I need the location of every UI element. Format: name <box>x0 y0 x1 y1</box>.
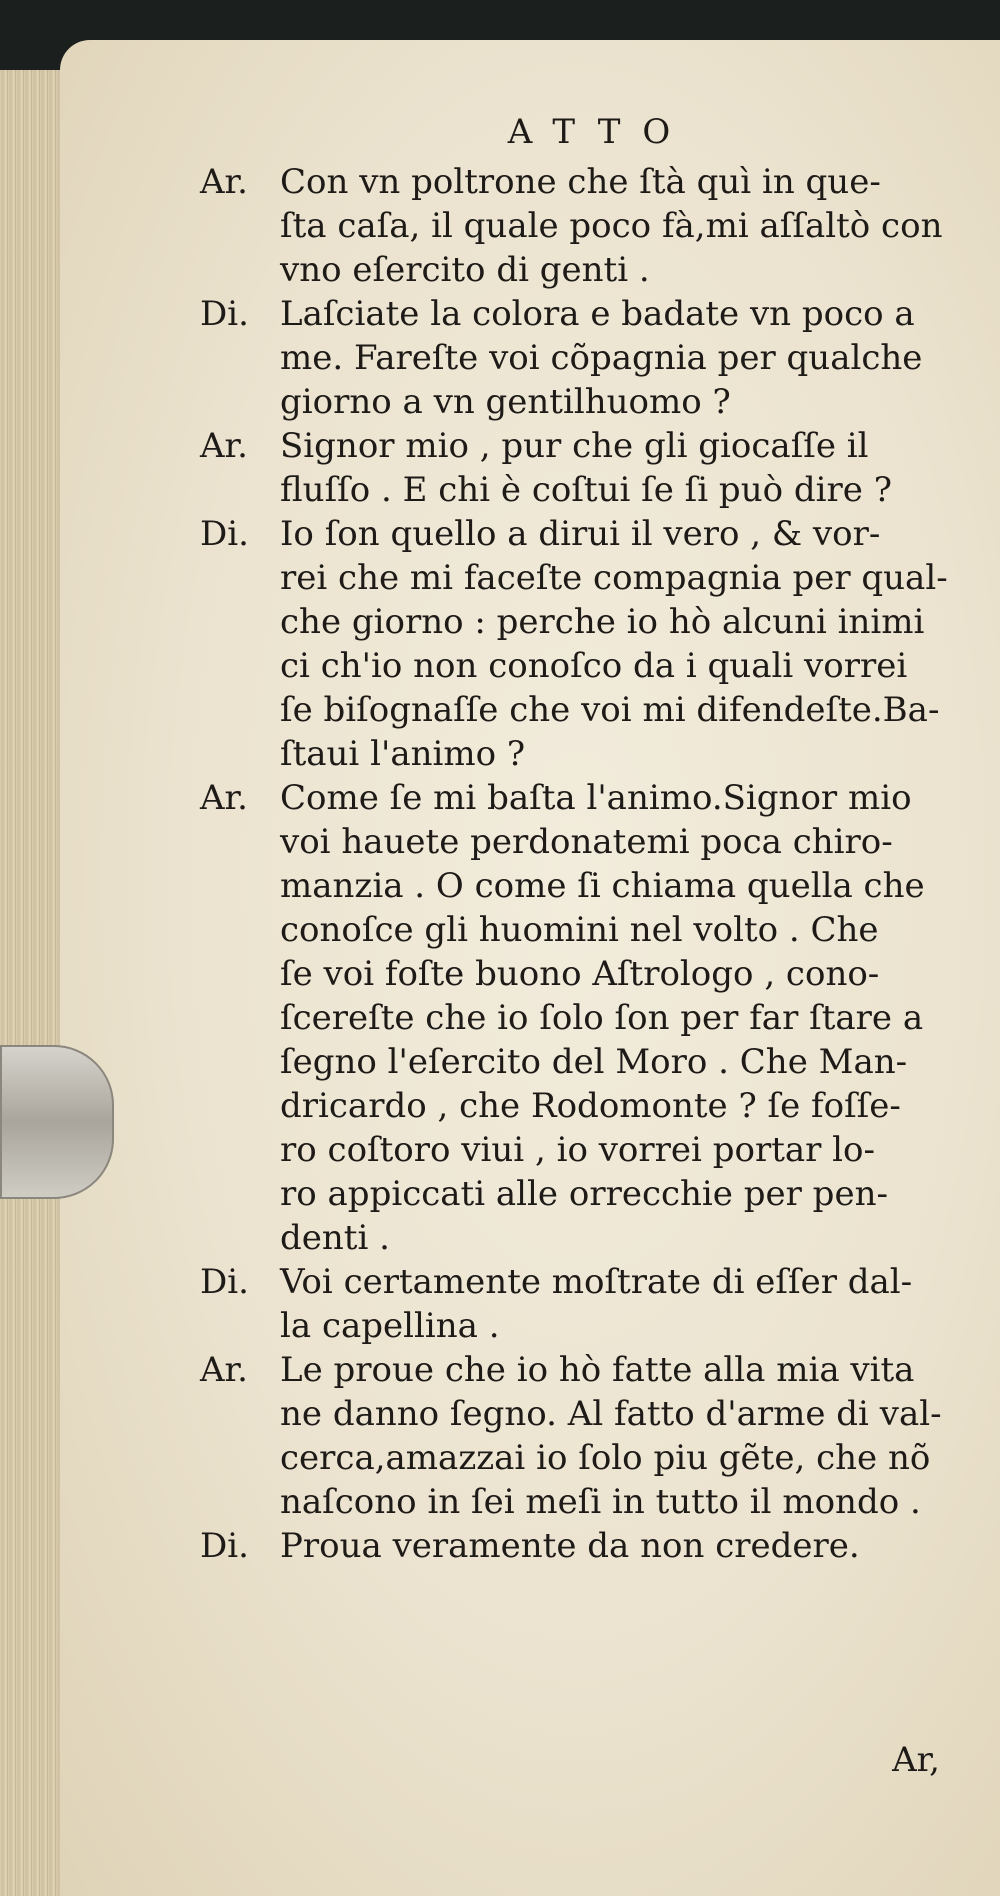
text-line: ſe voi foſte buono Aſtrologo , cono- <box>280 954 880 994</box>
text-line: ſegno l'eſercito del Moro . Che Man- <box>280 1042 908 1082</box>
text-line: denti . <box>280 1218 390 1258</box>
speech-lines <box>280 424 960 512</box>
speaker-label: Ar. <box>200 426 248 466</box>
text-line: Con vn poltrone che ſtà quì in que- <box>280 162 881 202</box>
text-line: ci ch'io non conoſco da i quali vorrei <box>280 646 908 686</box>
catchword: Ar, <box>892 1740 940 1780</box>
speech <box>200 1260 960 1348</box>
speech <box>200 292 960 424</box>
speech-lines <box>280 1260 960 1348</box>
text-line: Laſciate la colora e badate vn poco a <box>280 294 915 334</box>
text-line: rei che mi faceſte compagnia per qual- <box>280 558 948 598</box>
speech-lines <box>280 292 960 424</box>
speaker-label: Ar. <box>200 162 248 202</box>
text-line: conoſce gli huomini nel volto . Che <box>280 910 879 950</box>
text-line: Le proue che io hò fatte alla mia vita <box>280 1350 915 1390</box>
page-clip <box>0 1045 114 1199</box>
speech-lines <box>280 1524 960 1568</box>
running-head: ATTO <box>507 112 693 152</box>
speech-lines <box>280 160 960 292</box>
speech <box>200 1524 960 1568</box>
text-line: Proua veramente da non credere. <box>280 1526 860 1566</box>
text-line: ro coſtoro viui , io vorrei portar lo- <box>280 1130 876 1170</box>
speech <box>200 424 960 512</box>
speaker-label: Ar. <box>200 1350 248 1390</box>
speech <box>200 1348 960 1524</box>
text-line: vno eſercito di genti . <box>280 250 650 290</box>
text-line: fluſſo . E chi è coſtui ſe ſi può dire ? <box>280 470 892 510</box>
text-line: ro appiccati alle orrecchie per pen- <box>280 1174 888 1214</box>
text-line: ſe biſognaſſe che voi mi difendeſte.Ba- <box>280 690 940 730</box>
text-line: ſtaui l'animo ? <box>280 734 526 774</box>
text-line: ſta caſa, il quale poco fà,mi aſſaltò con <box>280 206 943 246</box>
page-text <box>200 110 960 1568</box>
dialogue <box>200 160 960 1568</box>
text-line: ſcereſte che io ſolo ſon per far ſtare a <box>280 998 924 1038</box>
text-line: manzia . O come ſi chiama quella che <box>280 866 925 906</box>
speaker-label: Di. <box>200 514 249 554</box>
text-line: Io ſon quello a dirui il vero , & vor- <box>280 514 881 554</box>
text-line: dricardo , che Rodomonte ? ſe foſſe- <box>280 1086 901 1126</box>
text-line: Signor mio , pur che gli giocaſſe il <box>280 426 869 466</box>
speech-lines <box>280 512 960 776</box>
text-line: voi hauete perdonatemi poca chiro- <box>280 822 893 862</box>
speaker-label: Di. <box>200 1526 249 1566</box>
text-line: Come ſe mi baſta l'animo.Signor mio <box>280 778 912 818</box>
speaker-label: Di. <box>200 294 249 334</box>
text-line: me. Fareſte voi cõpagnia per qualche <box>280 338 923 378</box>
text-line: che giorno : perche io hò alcuni inimi <box>280 602 925 642</box>
text-line: la capellina . <box>280 1306 500 1346</box>
speech <box>200 512 960 776</box>
speech <box>200 160 960 292</box>
speaker-label: Di. <box>200 1262 249 1302</box>
text-line: giorno a vn gentilhuomo ? <box>280 382 731 422</box>
text-line: Voi certamente moſtrate di eſſer dal- <box>280 1262 913 1302</box>
text-line: cerca,amazzai io ſolo piu gẽte, che nõ <box>280 1438 931 1478</box>
speech-lines <box>280 776 960 1260</box>
speech <box>200 776 960 1260</box>
text-line: ne danno ſegno. Al fatto d'arme di val- <box>280 1394 942 1434</box>
speaker-label: Ar. <box>200 778 248 818</box>
speech-lines <box>280 1348 960 1524</box>
text-line: naſcono in ſei meſi in tutto il mondo . <box>280 1482 921 1522</box>
